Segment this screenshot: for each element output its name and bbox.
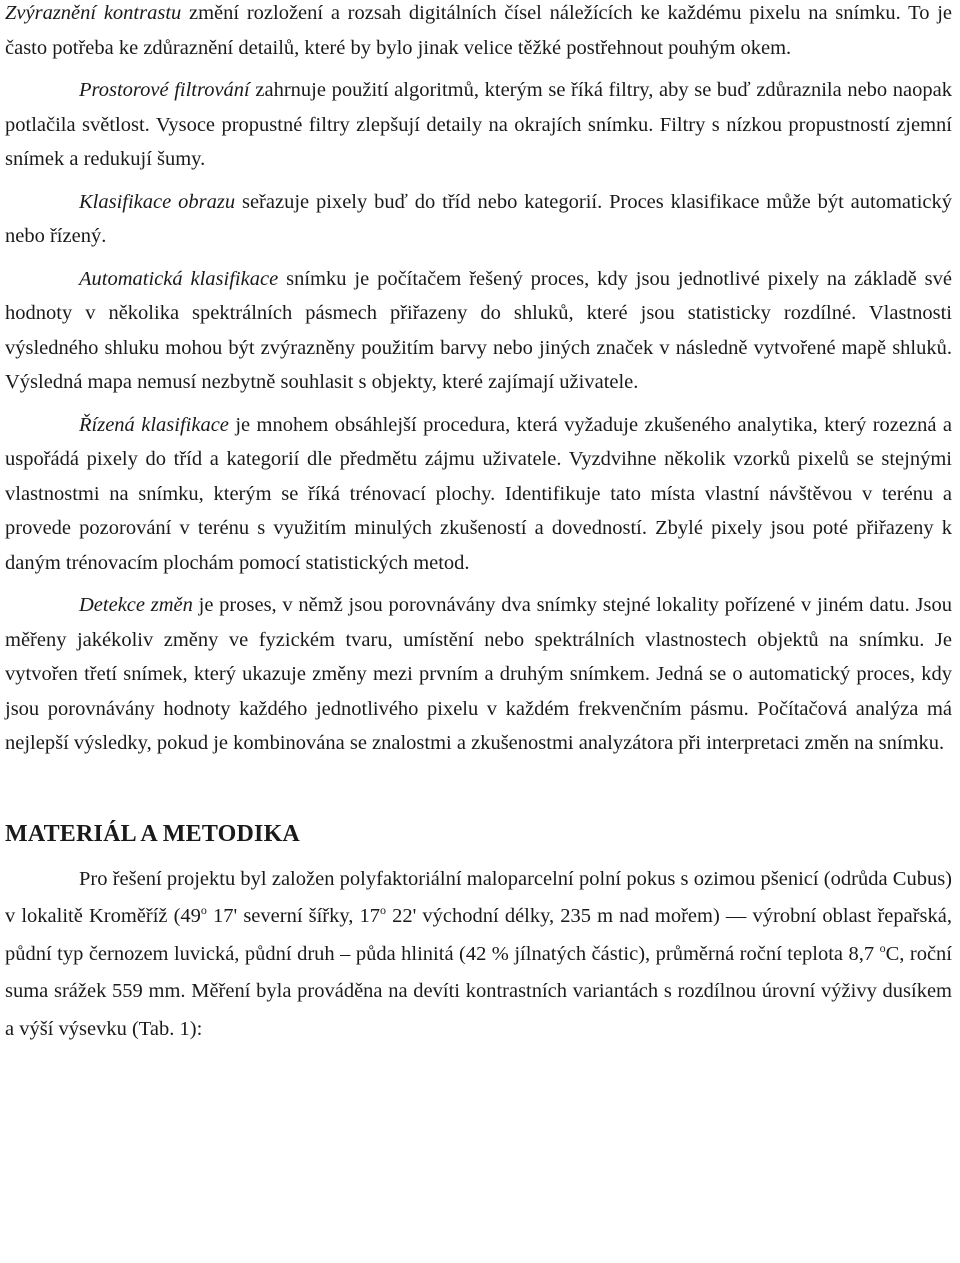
paragraph-text: C, roční suma srážek 559 mm. Měření byla prováděna na devíti kontrastních variantách s rozdílnou úrovní výživy dusíkem a výší výsevku (Tab. 1): <box>5 942 952 1040</box>
paragraph-text: je proses, v němž jsou porovnávány dva snímky stejné lokality pořízené v jiném datu. Jsou měřeny jakékoliv změny ve fyzickém tvaru, umístění nebo spektrálních vlastnostech objektů na snímku. Je vytvořen třetí snímek, který ukazuje změny mezi prvním a druhým snímkem. Jedná se o automatický proces, kdy jsou porovnávány hodnoty každého jednotlivého pixelu v každém frekvenčním pásmu. Počítačová analýza má nejlepší výsledky, pokud je kombinována se znalostmi a zkušenostmi analyzátora při interpretaci změn na snímku. <box>5 594 952 754</box>
paragraph-image-classification <box>5 185 952 254</box>
paragraph-text: 17' severní šířky, 17 <box>206 905 381 927</box>
term-automatic-classification: Automatická klasifikace <box>79 267 279 290</box>
paragraph-spatial-filtering <box>5 73 952 177</box>
term-spatial-filtering: Prostorové filtrování <box>79 79 250 101</box>
degree-superscript: o <box>200 903 207 918</box>
paragraph-change-detection <box>5 588 952 761</box>
section-heading: MATERIÁL A METODIKA <box>5 820 300 847</box>
term-supervised-classification: Řízená klasifikace <box>79 413 229 436</box>
paragraph-material-methods <box>5 861 952 1049</box>
paragraph-contrast-enhancement <box>5 0 952 65</box>
paragraph-text: změní rozložení a rozsah digitálních čísel náležících ke každému pixelu na snímku. To je často potřeba ke zdůraznění detailů, které by bylo jinak velice těžké postřehnout pouhým okem. <box>5 2 952 59</box>
degree-superscript: o <box>380 903 387 918</box>
paragraph-text: zahrnuje použití algoritmů, kterým se říká filtry, aby se buď zdůraznila nebo naopak potlačila světlost. Vysoce propustné filtry zlepšují detaily na okrajích snímku. Filtry s nízkou propustností zjemní snímek a redukují šumy. <box>5 79 952 170</box>
paragraph-text: snímku je počítačem řešený proces, kdy jsou jednotlivé pixely na základě své hodnoty v několika spektrálních pásmech přiřazeny do shluků, které jsou statisticky rozdílné. Vlastnosti výsledného shluku mohou být zvýrazněny použitím barvy nebo jiných značek v následně vytvořené mapě shluků. Výsledná mapa nemusí nezbytně souhlasit s objekty, které zajímají uživatele. <box>5 267 952 393</box>
paragraph-text: 22' východní délky, 235 m nad mořem) — výrobní oblast řepařská, půdní typ černozem luvická, půdní druh – půda hlinitá (42 % jílnatých částic), průměrná roční teplota 8,7 <box>5 905 952 965</box>
paragraph-text: Pro řešení projektu byl založen polyfaktoriální maloparcelní polní pokus s ozimou pšenicí (odrůda Cubus) v lokalitě Kroměříž (49 <box>5 867 952 927</box>
term-contrast-enhancement: Zvýraznění kontrastu <box>5 2 182 24</box>
paragraph-text: je mnohem obsáhlejší procedura, která vyžaduje zkušeného analytika, který rozezná a uspořádá pixely do tříd a kategorií dle předmětu zájmu uživatele. Vyzdvihne několik vzorků pixelů se stejnými vlastnostmi na snímku, kterým se říká trénovací plochy. Identifikuje tato místa vlastní návštěvou v terénu a provede pozorování v terénu s využitím minulých zkušeností a dovedností. Zbylé pixely jsou poté přiřazeny k daným trénovacím plochám pomocí statistických metod. <box>5 413 952 574</box>
term-image-classification: Klasifikace obrazu <box>79 190 236 213</box>
term-change-detection: Detekce změn <box>79 594 193 616</box>
paragraph-supervised-classification <box>5 408 952 581</box>
degree-superscript: o <box>879 940 886 955</box>
paragraph-automatic-classification <box>5 262 952 400</box>
paragraph-text: seřazuje pixely buď do tříd nebo kategorií. Proces klasifikace může být automatický nebo řízený. <box>5 190 952 247</box>
